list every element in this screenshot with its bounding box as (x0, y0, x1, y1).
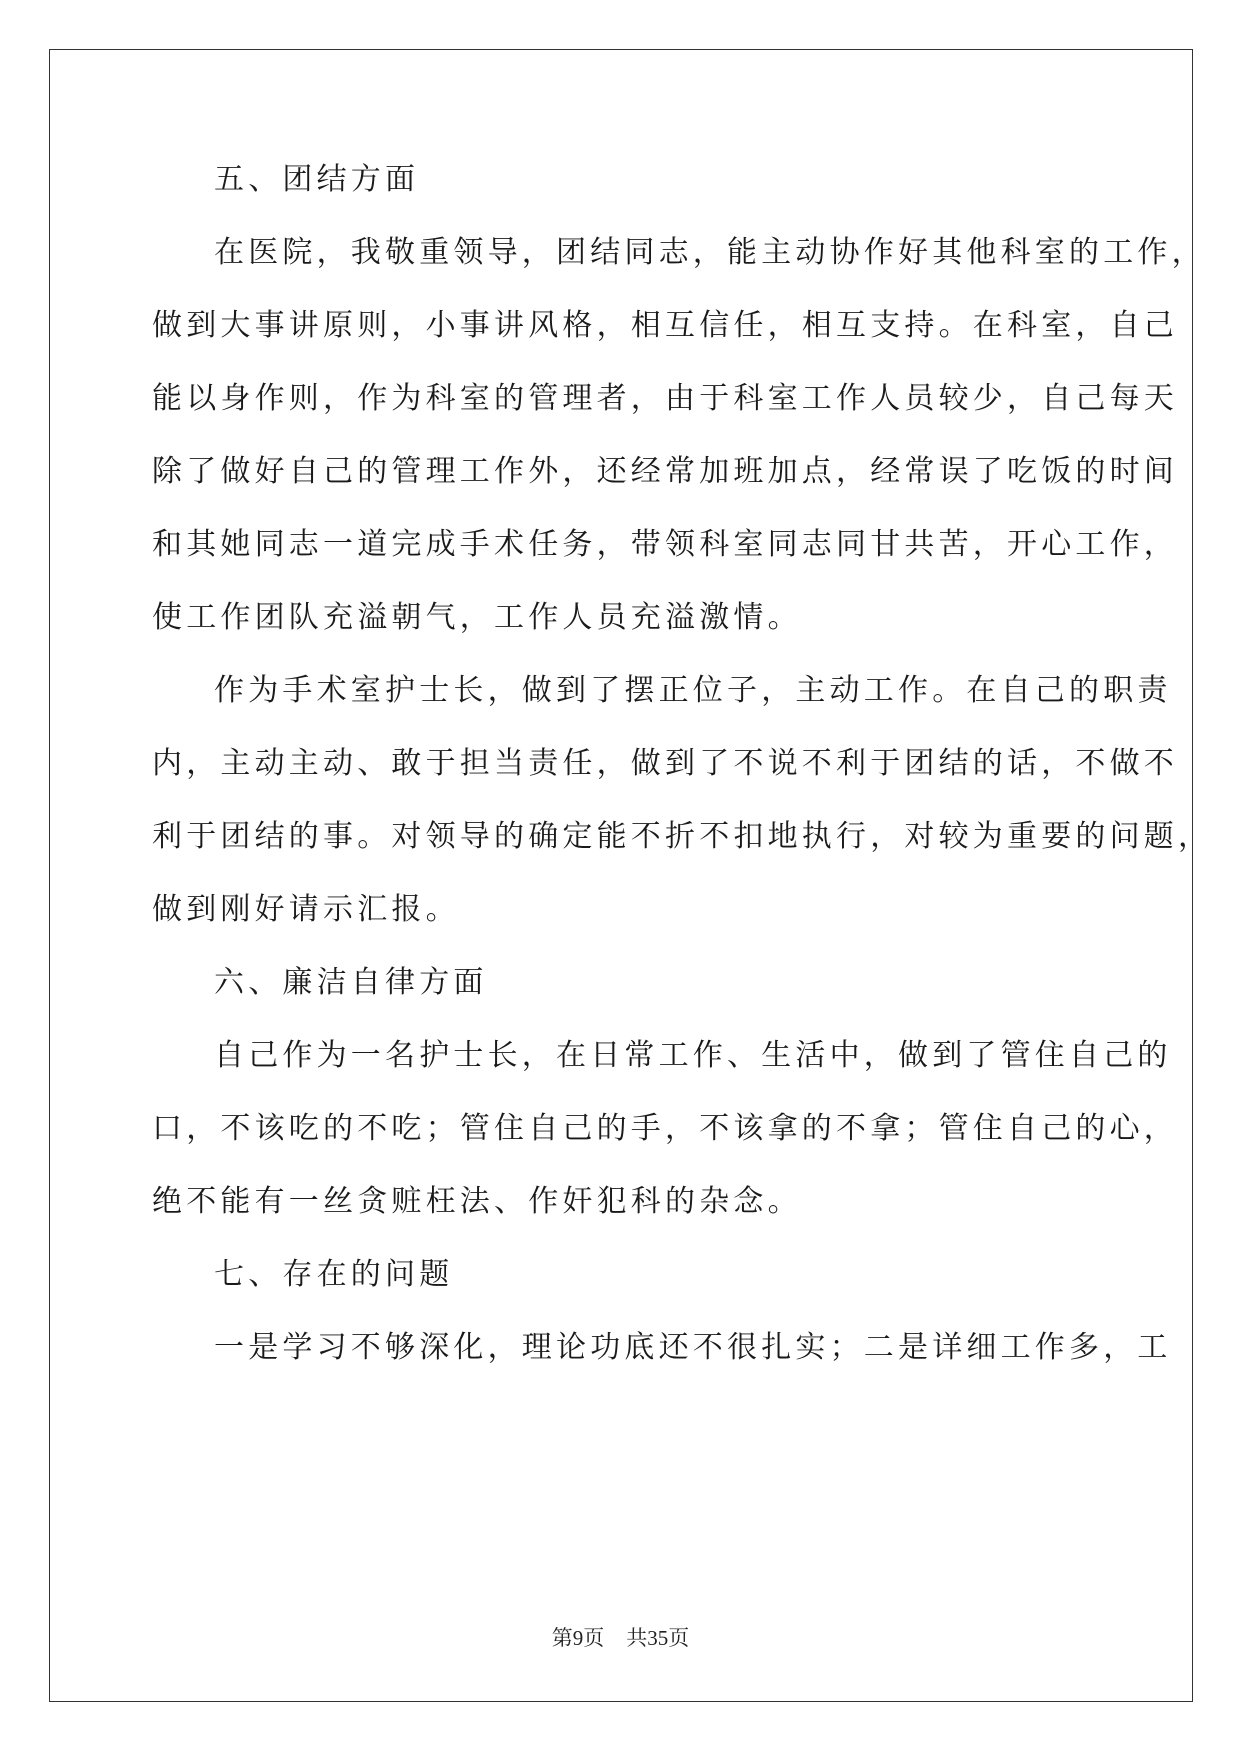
paragraph-line: 做到大事讲原则，小事讲风格，相互信任，相互支持。在科室，自己 (152, 308, 1178, 343)
paragraph-line: 作为手术室护士长，做到了摆正位子，主动工作。在自己的职责 (214, 673, 1172, 708)
paragraph-line: 利于团结的事。对领导的确定能不折不扣地执行，对较为重要的问题， (152, 819, 1213, 854)
page-border (49, 49, 1193, 1702)
section-heading: 五、团结方面 (214, 162, 420, 197)
paragraph-line: 使工作团队充溢朝气，工作人员充溢激情。 (152, 600, 802, 635)
page-count: 共35页 (626, 1626, 690, 1650)
section-heading: 六、廉洁自律方面 (214, 965, 488, 1000)
paragraph-line: 一是学习不够深化，理论功底还不很扎实；二是详细工作多，工 (214, 1330, 1172, 1365)
paragraph-line: 做到刚好请示汇报。 (152, 892, 460, 927)
section-heading: 七、存在的问题 (214, 1257, 454, 1292)
paragraph-line: 能以身作则，作为科室的管理者，由于科室工作人员较少，自己每天 (152, 381, 1178, 416)
page-number: 第9页 (551, 1626, 605, 1650)
paragraph-line: 绝不能有一丝贪赃枉法、作奸犯科的杂念。 (152, 1184, 802, 1219)
paragraph-line: 除了做好自己的管理工作外，还经常加班加点，经常误了吃饭的时间 (152, 454, 1178, 489)
paragraph-line: 和其她同志一道完成手术任务，带领科室同志同甘共苦，开心工作， (152, 527, 1178, 562)
paragraph-line: 内，主动主动、敢于担当责任，做到了不说不利于团结的话，不做不 (152, 746, 1178, 781)
paragraph-line: 在医院，我敬重领导，团结同志，能主动协作好其他科室的工作， (214, 235, 1206, 270)
paragraph-line: 自己作为一名护士长，在日常工作、生活中，做到了管住自己的 (214, 1038, 1172, 1073)
paragraph-line: 口，不该吃的不吃；管住自己的手，不该拿的不拿；管住自己的心， (152, 1111, 1178, 1146)
page-footer (0, 1622, 1241, 1652)
